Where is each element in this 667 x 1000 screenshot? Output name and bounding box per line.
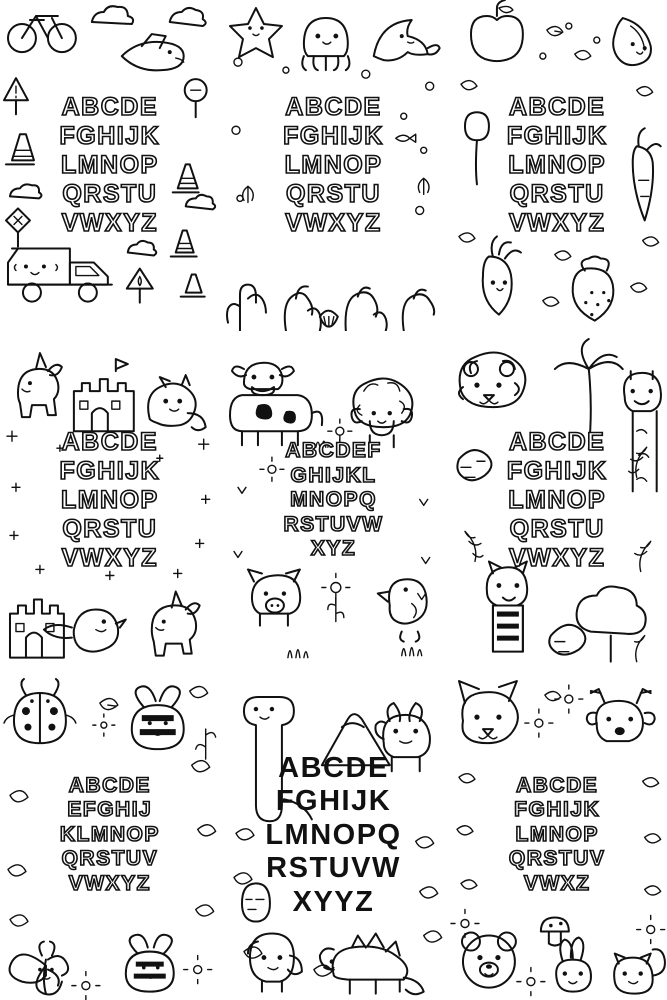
leaf-icon bbox=[423, 931, 441, 942]
zebra-icon bbox=[487, 561, 527, 651]
monstera-leaf-icon-2 bbox=[550, 624, 586, 654]
letter-row: ABCDE bbox=[68, 773, 151, 797]
pig-icon bbox=[248, 569, 300, 625]
traffic-cone-icon bbox=[6, 134, 34, 164]
fern-icon-2 bbox=[465, 531, 483, 561]
banana-icon bbox=[613, 18, 651, 65]
letter-row: FGHIJK bbox=[514, 798, 601, 822]
rabbit-icon bbox=[556, 938, 591, 992]
sparkle-icon bbox=[10, 531, 18, 539]
bubble-icon bbox=[415, 206, 423, 214]
fern-icon-3 bbox=[635, 541, 651, 571]
letter-row: QRSTU bbox=[62, 180, 158, 209]
traffic-cone-icon-3 bbox=[171, 230, 197, 256]
letter-row: RSTUVW bbox=[266, 851, 401, 884]
bubble-icon bbox=[234, 58, 242, 66]
fantasy-artwork bbox=[0, 335, 220, 666]
sparkle-icon bbox=[199, 439, 209, 449]
leaf-icon bbox=[461, 880, 477, 889]
leaf-icon bbox=[637, 87, 653, 96]
warning-sign-icon bbox=[4, 78, 28, 114]
leaf-icon bbox=[192, 761, 210, 772]
letter-row: FGHIJK bbox=[506, 456, 608, 485]
tree-icon bbox=[577, 586, 646, 661]
stem-icon bbox=[196, 729, 216, 759]
diamond-sign-icon bbox=[6, 208, 30, 246]
leaf-icon bbox=[643, 778, 659, 787]
letter-row: QRSTUV bbox=[508, 847, 606, 871]
unicorn-icon-2 bbox=[152, 591, 200, 655]
panel-fantasy[interactable] bbox=[0, 335, 220, 666]
bubble-icon bbox=[232, 126, 240, 134]
airplane-icon bbox=[122, 34, 184, 70]
apple-icon bbox=[471, 0, 523, 61]
letter-row: LMNOP bbox=[60, 485, 159, 514]
baby-dino-icon bbox=[248, 934, 302, 992]
leaf-icon bbox=[631, 283, 647, 292]
seed-icon bbox=[540, 53, 546, 59]
strawberry-icon bbox=[573, 257, 614, 321]
letter-row: VWXYZ bbox=[285, 209, 382, 238]
sparkle-icon bbox=[196, 539, 204, 547]
leaf-icon bbox=[645, 886, 661, 895]
shell-icon bbox=[320, 311, 338, 327]
traffic-cone-icon-2 bbox=[173, 164, 199, 192]
letter-row: LMNOP bbox=[515, 822, 599, 846]
round-sign-icon bbox=[185, 79, 207, 117]
lion-icon bbox=[459, 352, 525, 407]
flower-icon-5 bbox=[517, 968, 545, 996]
leaf-icon bbox=[10, 791, 28, 802]
chevron-mark bbox=[417, 593, 425, 599]
leaf-icon bbox=[198, 825, 216, 836]
letter-row: ABCDE bbox=[508, 427, 606, 456]
panel-ocean[interactable] bbox=[224, 0, 444, 331]
stegosaurus-icon bbox=[320, 934, 424, 995]
leaf-icon bbox=[643, 237, 659, 246]
panel-dinosaurs[interactable] bbox=[224, 669, 444, 1000]
letter-row: FGHIJK bbox=[506, 122, 608, 151]
letter-row: VWXZ bbox=[523, 871, 591, 895]
grass-icon-3 bbox=[288, 649, 308, 657]
letter-row: QRSTUV bbox=[61, 847, 159, 871]
fruits-artwork bbox=[447, 0, 667, 331]
letter-row: KLMNOP bbox=[59, 822, 160, 846]
letter-row: FGHIJK bbox=[275, 784, 392, 817]
letter-row: XYYZ bbox=[292, 885, 375, 918]
sparkle-icon bbox=[12, 483, 20, 491]
squirrel-icon bbox=[614, 950, 665, 994]
forest-artwork bbox=[447, 669, 667, 1000]
letter-row: ABCDE bbox=[61, 93, 159, 122]
leaf-icon bbox=[543, 297, 559, 306]
sparkle-icon bbox=[106, 571, 114, 579]
panel-fruits[interactable] bbox=[447, 0, 667, 331]
sparkle-icon bbox=[202, 495, 210, 503]
letter-row: VWXYZ bbox=[508, 209, 606, 238]
sparkle-icon bbox=[36, 565, 44, 573]
coral-icon bbox=[227, 285, 266, 331]
dino-egg-icon bbox=[242, 884, 270, 922]
leaf-icon bbox=[555, 251, 571, 260]
sparkle-icon bbox=[174, 569, 182, 577]
ocean-artwork bbox=[224, 0, 444, 331]
panel-forest[interactable] bbox=[447, 669, 667, 1000]
cloud-icon-3 bbox=[10, 184, 41, 198]
vehicles-artwork bbox=[0, 0, 220, 331]
flower-icon bbox=[72, 972, 100, 1000]
leaf-icon bbox=[461, 81, 477, 90]
letter-row: QRSTU bbox=[62, 514, 158, 543]
letter-row: QRSTU bbox=[509, 514, 605, 543]
letter-row: FGHIJK bbox=[283, 122, 384, 151]
panel-vehicles[interactable] bbox=[0, 0, 220, 331]
letter-row: EFGHIJ bbox=[67, 798, 153, 822]
leaf-icon bbox=[545, 692, 561, 701]
dolphin-icon bbox=[373, 20, 439, 60]
starfish-icon bbox=[230, 8, 282, 57]
flower-icon-3 bbox=[184, 956, 212, 984]
cloud-icon-5 bbox=[128, 241, 156, 256]
seaweed-icon-2 bbox=[418, 178, 429, 194]
letter-row: QRSTU bbox=[285, 180, 381, 209]
spoon-icon bbox=[465, 112, 489, 184]
bubble-icon bbox=[361, 70, 369, 78]
leaf-icon bbox=[575, 51, 591, 60]
leaf-icon bbox=[236, 829, 254, 840]
cloud-icon-2 bbox=[170, 8, 206, 26]
castle-icon-2 bbox=[10, 599, 64, 657]
duck-icon bbox=[377, 579, 426, 641]
castle-icon bbox=[74, 359, 134, 431]
octopus-icon bbox=[302, 18, 349, 70]
bird-icon bbox=[44, 609, 126, 651]
letter-row: ABCDEF bbox=[285, 439, 382, 463]
grass-icon-2 bbox=[401, 647, 421, 655]
bubble-icon bbox=[283, 67, 289, 73]
flower-icon-4 bbox=[637, 916, 665, 944]
fern-icon-4 bbox=[635, 635, 645, 661]
carrot-icon bbox=[633, 128, 661, 220]
leaf-icon bbox=[8, 865, 26, 876]
sparkle-icon bbox=[7, 431, 17, 441]
letter-row: LMNOP bbox=[60, 151, 159, 180]
letter-row: LMNOPQ bbox=[265, 818, 402, 851]
letter-row: VWXYZ bbox=[68, 871, 151, 895]
fern-icon bbox=[629, 447, 647, 477]
leaf-icon bbox=[314, 965, 332, 976]
chevron-mark bbox=[238, 487, 246, 493]
letter-row: VWXYZ bbox=[61, 543, 159, 572]
palm-tree-icon bbox=[555, 339, 623, 449]
butterfly-icon bbox=[10, 942, 69, 995]
letter-row: QRSTU bbox=[509, 180, 605, 209]
bee-icon bbox=[132, 687, 184, 750]
chevron-mark bbox=[234, 551, 242, 557]
bee-icon-2 bbox=[126, 935, 174, 992]
letter-row: MNOPQ bbox=[290, 488, 377, 512]
letter-row: FGHIJK bbox=[59, 456, 161, 485]
bubble-icon bbox=[400, 113, 406, 119]
giraffe-icon bbox=[624, 371, 661, 491]
leaf-icon bbox=[419, 887, 437, 898]
leaf-icon bbox=[244, 947, 262, 958]
monstera-leaf-icon bbox=[458, 450, 492, 480]
chevron-mark bbox=[419, 499, 427, 505]
sparkle-icon bbox=[157, 455, 163, 461]
letter-row: ABCDE bbox=[61, 427, 159, 456]
letter-row: VWXYZ bbox=[508, 543, 606, 572]
unicorn-icon bbox=[18, 353, 62, 417]
flower-icon-2 bbox=[93, 714, 115, 736]
cow-icon bbox=[230, 362, 322, 444]
coral-icon-3 bbox=[345, 288, 386, 331]
letter-row: ABCDE bbox=[508, 93, 606, 122]
mushroom-icon bbox=[541, 918, 569, 946]
bubble-icon bbox=[420, 147, 426, 153]
leaf-icon bbox=[100, 699, 118, 710]
flower-icon bbox=[525, 709, 553, 737]
letter-row: LMNOP bbox=[508, 151, 607, 180]
seed-icon bbox=[566, 23, 572, 29]
ladybug-icon bbox=[4, 679, 76, 743]
letter-row: ABCDE bbox=[285, 93, 382, 122]
bicycle-icon bbox=[8, 16, 76, 52]
triceratops-icon bbox=[375, 703, 430, 771]
sparkle-icon bbox=[57, 445, 63, 451]
fox-icon bbox=[459, 681, 518, 743]
flower-icon-2 bbox=[260, 457, 284, 481]
chevron-mark bbox=[421, 557, 429, 563]
leaf-icon bbox=[234, 873, 252, 884]
letter-row: VWXYZ bbox=[61, 209, 159, 238]
sheep-icon bbox=[351, 378, 412, 447]
coral-icon-2 bbox=[284, 286, 320, 330]
brontosaurus-icon bbox=[244, 697, 312, 821]
bubble-icon bbox=[425, 82, 433, 90]
letter-row: ABCDE bbox=[516, 773, 599, 797]
letter-row: FGHIJK bbox=[59, 122, 161, 151]
letter-row: GHIJKL bbox=[290, 463, 377, 487]
bear-icon bbox=[462, 933, 516, 988]
leaf-icon bbox=[415, 837, 433, 848]
cloud-icon-4 bbox=[186, 195, 215, 210]
letter-row: LMNOP bbox=[508, 485, 607, 514]
leaf-icon bbox=[459, 774, 475, 783]
traffic-cone-icon-4 bbox=[181, 275, 205, 297]
leaf-icon bbox=[547, 26, 563, 35]
letter-row: LMNOP bbox=[284, 151, 383, 180]
letter-row: ABCDE bbox=[278, 751, 389, 784]
leaf-icon bbox=[645, 834, 661, 843]
leaf-icon bbox=[10, 915, 28, 926]
leaf-icon bbox=[190, 687, 208, 698]
flower-icon-3 bbox=[322, 573, 350, 621]
leaf-icon bbox=[457, 826, 473, 835]
deer-icon bbox=[587, 689, 655, 741]
grass-icon bbox=[316, 441, 332, 447]
panel-safari[interactable] bbox=[447, 335, 667, 666]
small-fish-icon bbox=[395, 134, 415, 142]
panel-farm[interactable] bbox=[224, 335, 444, 666]
dinosaurs-artwork bbox=[224, 669, 444, 1000]
seaweed-icon bbox=[242, 186, 253, 202]
seed-icon bbox=[594, 37, 600, 43]
coral-icon-4 bbox=[402, 290, 433, 331]
leaf-icon bbox=[459, 233, 475, 242]
panel-bugs[interactable] bbox=[0, 669, 220, 1000]
letter-row: XYZ bbox=[310, 537, 357, 561]
bugs-artwork bbox=[0, 669, 220, 1000]
letter-row: RSTUVW bbox=[283, 512, 384, 536]
carrot-character-icon bbox=[483, 236, 521, 314]
dragon-icon bbox=[148, 375, 206, 430]
tree-sign-icon bbox=[127, 269, 153, 303]
truck-icon bbox=[8, 248, 112, 301]
leaf-icon bbox=[196, 905, 214, 916]
farm-artwork bbox=[224, 335, 444, 666]
safari-artwork bbox=[447, 335, 667, 666]
cloud-icon bbox=[92, 6, 133, 24]
